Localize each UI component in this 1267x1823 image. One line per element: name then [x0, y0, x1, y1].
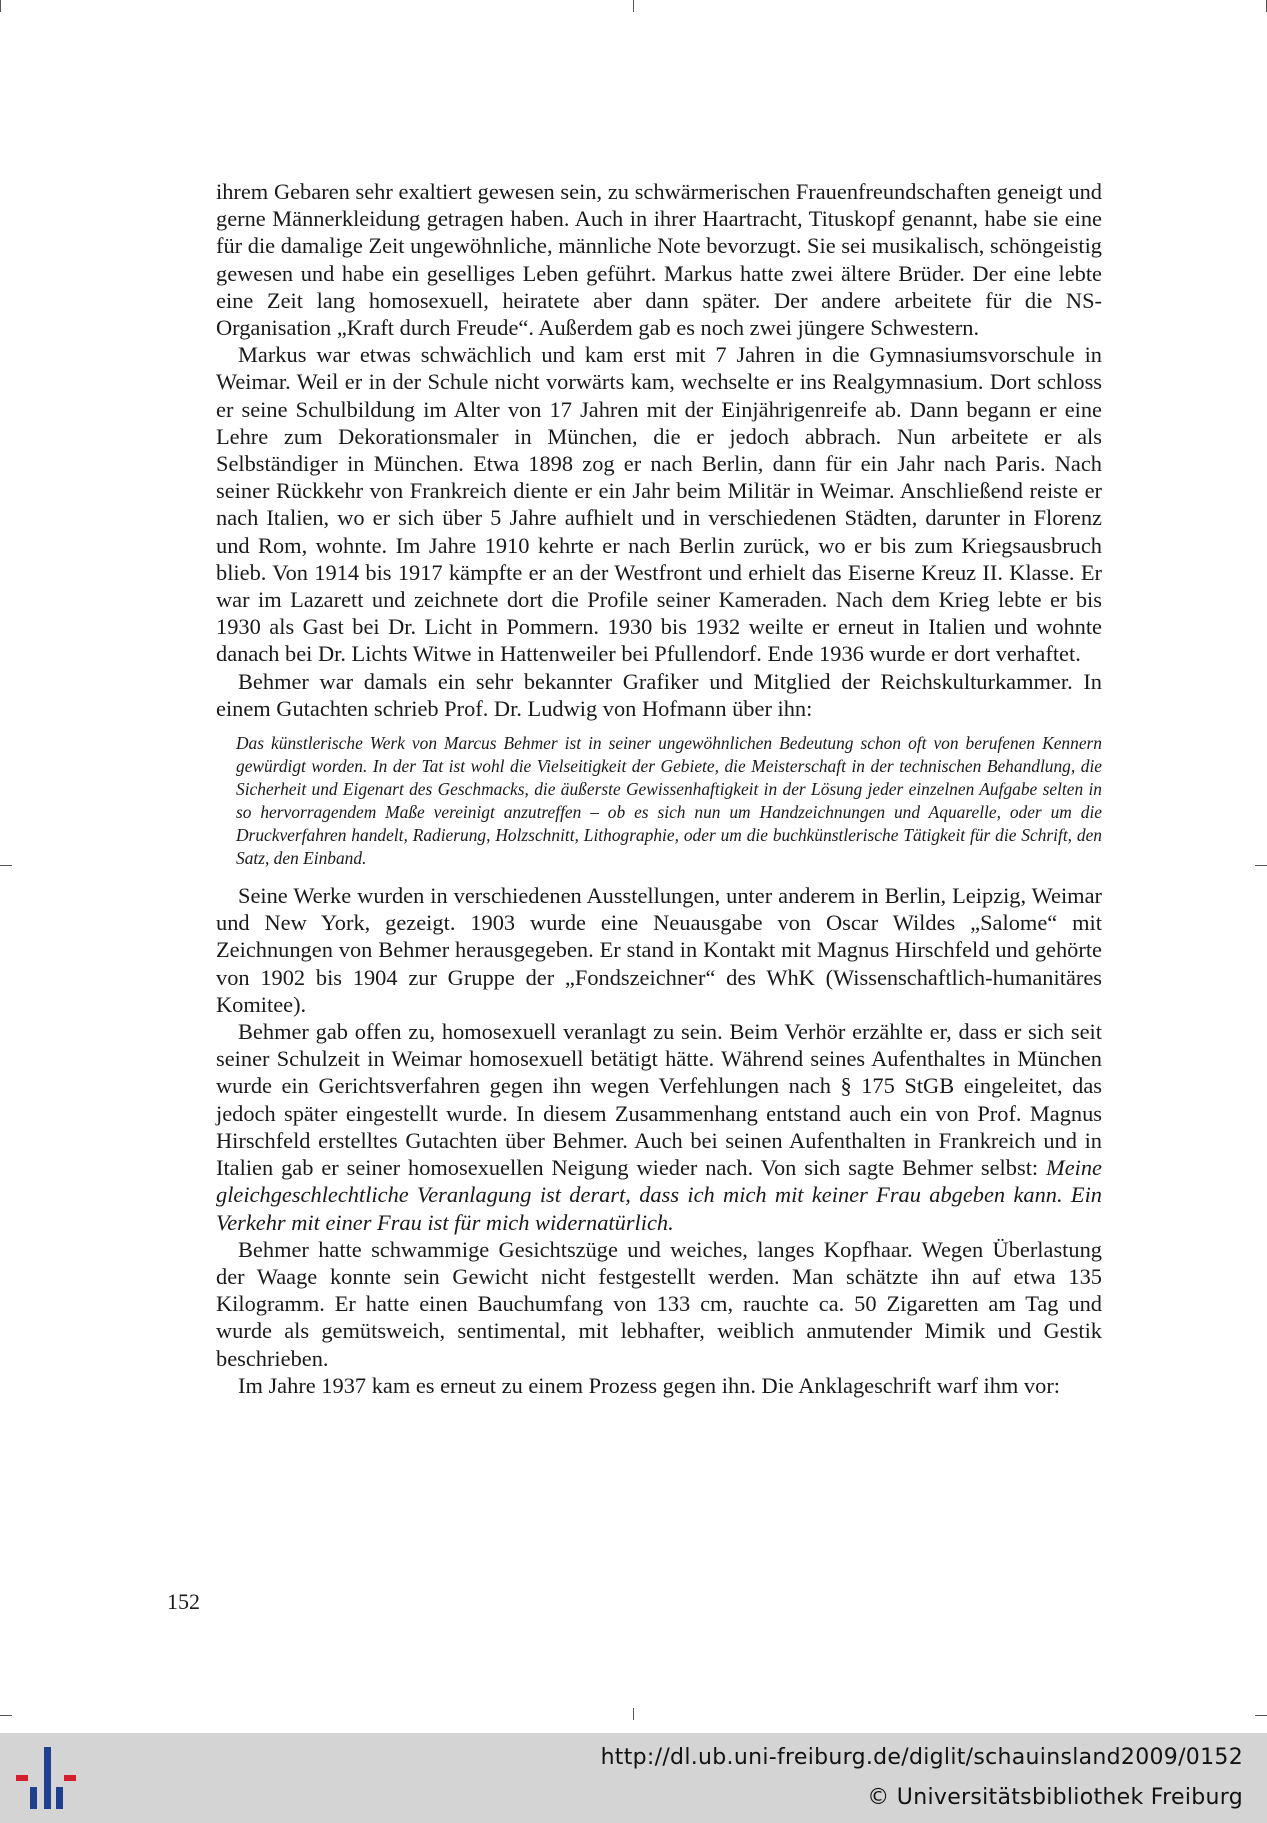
- paragraph: Markus war etwas schwächlich und kam erst mit 7 Jahren in die Gymnasiumsvorschule in Weimar. Weil er in der Schule nicht vorwärts kam, wechselte er ins Realgymnasium. Dort schloss er seine Schulbildung im Alter von 17 Jahren mit der Einjährigenreife ab. Dann begann er eine Lehre zum Dekorationsmaler in München, die er jedoch abbrach. Nun arbeitete er als Selbständiger in München. Etwa 1898 zog er nach Berlin, dann für ein Jahr nach Paris. Nach seiner Rückkehr von Frankreich diente er ein Jahr beim Militär in Weimar. Anschließend reiste er nach Italien, wo er sich über 5 Jahre aufhielt und in verschiedenen Städten, darunter in Florenz und Rom, wohnte. Im Jahre 1910 kehrte er nach Berlin zurück, wo er bis zum Kriegsausbruch blieb. Von 1914 bis 1917 kämpfte er an der Westfront und erhielt das Eiserne Kreuz II. Klasse. Er war im Lazarett und zeichnete dort die Profile seiner Kameraden. Nach dem Krieg lebte er bis 1930 als Gast bei Dr. Licht in Pommern. 1930 bis 1932 weilte er erneut in Italien und wohnte danach bei Dr. Lichts Witwe in Hattenweiler bei Pfullendorf. Ende 1936 wurde er dort verhaftet.: [216, 342, 1102, 667]
- page-body: [216, 178, 1102, 1399]
- footer-bar: [0, 1733, 1267, 1823]
- block-quote: Das künstlerische Werk von Marcus Behmer ist in seiner ungewöhnlichen Bedeutung schon oft von berufenen Kennern gewürdigt worden. In der Tat ist wohl die Vielseitigkeit der Gebiete, die Meisterschaft in der technischen Behandlung, die Sicherheit und Eigenart des Geschmacks, die äußerste Gewissenhaftigkeit in der Lösung jeder einzelnen Aufgabe selten in so hervorragendem Maße vereinigt anzutreffen – ob es sich nun um Handzeichnungen und Aquarelle, oder um die Druckverfahren handelt, Radierung, Holzschnitt, Lithographie, oder um die buchkünstlerische Tätigkeit für die Schrift, den Satz, den Einband.: [236, 733, 1102, 869]
- page-number: 152: [167, 1589, 200, 1614]
- paragraph: Behmer war damals ein sehr bekannter Grafiker und Mitglied der Reichskulturkammer. In einem Gutachten schrieb Prof. Dr. Ludwig von Hofmann über ihn:: [216, 668, 1102, 721]
- paragraph: Im Jahre 1937 kam es erneut zu einem Prozess gegen ihn. Die Anklageschrift warf ihm vor:: [238, 1372, 1060, 1398]
- paragraph: Seine Werke wurden in verschiedenen Ausstellungen, unter anderem in Berlin, Leipzig, Weimar und New York, gezeigt. 1903 wurde eine Neuausgabe von Oscar Wildes „Salome“ mit Zeichnungen von Behmer herausgegeben. Er stand in Kontakt mit Magnus Hirschfeld und gehörte von 1902 bis 1904 zur Gruppe der „Fondszeichner“ des WhK (Wissenschaftlich-humanitäres Komitee).: [216, 883, 1102, 1017]
- paragraph: [216, 1018, 1102, 1236]
- crop-mark: [0, 1715, 12, 1716]
- ub-freiburg-logo-icon: [16, 1747, 80, 1809]
- crop-mark: [0, 0, 1, 12]
- crop-mark: [1255, 865, 1267, 866]
- source-url[interactable]: http://dl.ub.uni-freiburg.de/diglit/schauinsland2009/0152: [600, 1745, 1243, 1770]
- crop-mark: [633, 1708, 634, 1720]
- copyright-notice: © Universitätsbibliothek Freiburg: [867, 1785, 1243, 1810]
- crop-mark: [1255, 1715, 1267, 1716]
- inline-quote: Meine gleichgeschlechtliche Veranlagung ist derart, dass ich mich mit keiner Frau abgeben kann. Ein Verkehr mit einer Frau ist für mich widernatürlich.: [216, 1155, 1102, 1235]
- crop-mark: [633, 0, 634, 12]
- paragraph-text: Behmer gab offen zu, homosexuell veranlagt zu sein. Beim Verhör erzählte er, dass er sich seit seiner Schulzeit in Weimar homosexuell betätigt hätte. Während seines Aufenthaltes in München wurde ein Gerichtsverfahren gegen ihn wegen Verfehlungen nach § 175 StGB eingeleitet, das jedoch später eingestellt wurde. In diesem Zusammenhang entstand auch ein von Prof. Magnus Hirschfeld erstelltes Gutachten über Behmer. Auch bei seinen Aufenthalten in Frankreich und in Italien gab er seiner homosexuellen Neigung wieder nach. Von sich sagte Behmer selbst:: [216, 1019, 1102, 1181]
- crop-mark: [0, 865, 12, 866]
- paragraph: Behmer hatte schwammige Gesichtszüge und weiches, langes Kopfhaar. Wegen Überlastung der Waage konnte sein Gewicht nicht festgestellt werden. Man schätzte ihn auf etwa 135 Kilogramm. Er hatte einen Bauchumfang von 133 cm, rauchte ca. 50 Zigaretten am Tag und wurde als gemütsweich, sentimental, mit lebhafter, weiblich anmutender Mimik und Gestik beschrieben.: [216, 1236, 1102, 1371]
- paragraph: ihrem Gebaren sehr exaltiert gewesen sein, zu schwärmerischen Frauenfreundschaften geneigt und gerne Männerkleidung getragen haben. Auch in ihrer Haartracht, Tituskopf genannt, habe sie eine für die damalige Zeit ungewöhnliche, männliche Note bevorzugt. Sie sei musikalisch, schöngeistig gewesen und habe ein geselliges Leben geführt. Markus hatte zwei ältere Brüder. Der eine lebte eine Zeit lang homosexuell, heiratete aber dann später. Der andere arbeitete für die NS-Organisation „Kraft durch Freude“. Außerdem gab es noch zwei jüngere Schwestern.: [216, 179, 1102, 341]
